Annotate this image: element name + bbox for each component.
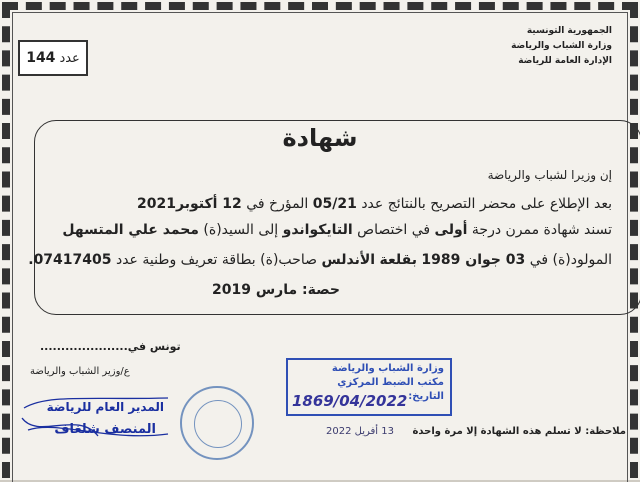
seal-emblem [194, 400, 242, 448]
header-ministry: وزارة الشباب والرياضة [511, 41, 612, 51]
director-title: المدير العام للرياضة [46, 400, 164, 414]
session-line [212, 282, 340, 298]
signature-scribble [18, 390, 174, 448]
birth-date: 03 جوان 1989 [421, 252, 526, 268]
holder-name: محمد علي المتسهل [62, 222, 199, 238]
body-line-2 [62, 222, 612, 238]
official-seal [180, 386, 254, 460]
footer-note: ملاحظة: لا تسلم هذه الشهادة إلا مرة واحدة [412, 426, 626, 437]
ministry-header [442, 24, 612, 69]
number-label: عدد [59, 50, 80, 66]
body-text: المؤرخ في [246, 196, 309, 212]
stamp-ministry: وزارة الشباب والرياضة [331, 363, 444, 374]
certificate-title: شهادة [282, 124, 358, 152]
session-value: مارس 2019 [211, 282, 298, 298]
body-text: بقلعة [379, 252, 417, 268]
body-text: بعد الإطلاع على محضر التصريح بالنتائج عدد [361, 196, 612, 212]
minutes-date: 12 أكتوبر2021 [137, 196, 242, 212]
body-text: صاحب(ة) بطاقة تعريف وطنية عدد [115, 252, 317, 268]
stamp-handwritten-number: 1869/04/2022 [292, 392, 408, 410]
received-date-stamp: 13 أفريل 2022 [326, 426, 394, 437]
director-name: المنصف شلغاف [54, 422, 156, 437]
grade: أولى [434, 222, 468, 238]
body-line-1 [137, 196, 612, 212]
header-directorate: الإدارة العامة للرياضة [518, 56, 612, 66]
director-signature [18, 390, 174, 448]
body-text: إلى السيد(ة) [203, 222, 279, 238]
body-text: في اختصاص [357, 222, 431, 238]
stamp-date-label: التاريخ: [408, 391, 444, 402]
header-republic: الجمهورية التونسية [526, 26, 612, 36]
number-value: 144 [26, 50, 56, 66]
body-line-3 [28, 252, 612, 268]
minister-line: ع/وزير الشباب والرياضة [30, 366, 130, 377]
national-id: 07417405. [28, 252, 112, 268]
stamp-office: مكتب الضبط المركزي [337, 377, 444, 388]
certificate-number-box [18, 40, 88, 76]
intro-line: إن وزيرا لشباب والرياضة [487, 168, 612, 182]
minutes-number: 05/21 [312, 196, 357, 212]
session-label: حصة: [302, 282, 340, 298]
specialty: التايكواندو [282, 222, 353, 238]
place-date-line: تونس في..................... [40, 340, 181, 353]
body-text: تسند شهادة ممرن درجة [471, 222, 612, 238]
body-text: المولود(ة) في [529, 252, 612, 268]
birth-place: الأندلس [321, 252, 376, 268]
